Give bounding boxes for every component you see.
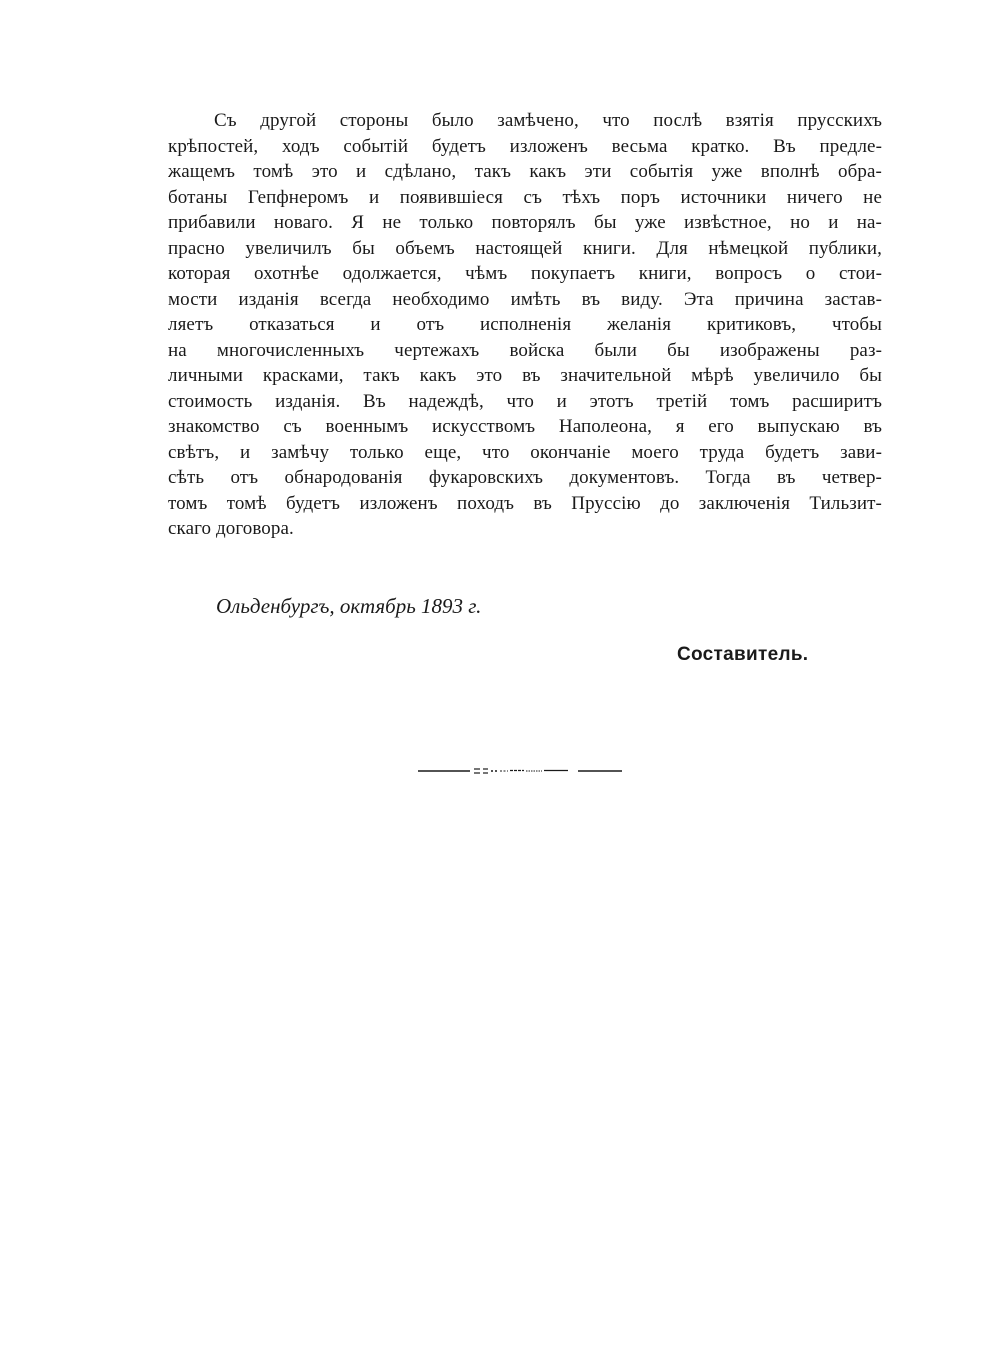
text-line: на многочисленныхъ чертежахъ войска были бы изображены раз- <box>168 339 882 361</box>
text-line: мости изданія всегда необходимо имѣть въ виду. Эта причина застав- <box>168 288 882 310</box>
divider-ornament <box>418 766 622 776</box>
text-line: знакомство съ военнымъ искусствомъ Наполеона, я его выпускаю въ <box>168 416 882 437</box>
text-line: ляетъ отказаться и отъ исполненія желанія критиковъ, чтобы <box>168 314 882 335</box>
text-line: которая охотнѣе одолжается, чѣмъ покупаетъ книги, вопросъ о стои- <box>168 263 882 284</box>
text-line: стоимость изданія. Въ надеждѣ, что и этотъ третій томъ расширитъ <box>168 390 882 412</box>
place-date: Ольденбургъ, октябрь 1893 г. <box>216 594 482 618</box>
text-line: прасно увеличилъ бы объемъ настоящей книги. Для нѣмецкой публики, <box>168 237 882 259</box>
signature: Составитель. <box>677 644 809 665</box>
text-line: Съ другой стороны было замѣчено, что послѣ взятія прусскихъ <box>214 110 882 131</box>
preface-paragraph <box>168 108 882 542</box>
text-line: свѣтъ, и замѣчу только еще, что окончаніе моего труда будетъ зави- <box>168 441 882 463</box>
text-line: томъ томѣ будетъ изложенъ походъ въ Пруссію до заключенія Тильзит- <box>168 492 882 514</box>
text-line: жащемъ томѣ это и сдѣлано, такъ какъ эти событія уже вполнѣ обра- <box>168 161 882 182</box>
text-line: прибавили новаго. Я не только повторялъ бы уже извѣстное, но и на- <box>168 212 882 233</box>
text-line: крѣпостей, ходъ событій будетъ изложенъ весьма кратко. Въ предле- <box>168 135 882 157</box>
text-line: сѣть отъ обнародованія фукаровскихъ документовъ. Тогда въ четвер- <box>168 467 882 488</box>
text-line: личными красками, такъ какъ это въ значительной мѣрѣ увеличило бы <box>168 365 882 386</box>
text-line: ботаны Гепфнеромъ и появившіеся съ тѣхъ поръ источники ничего не <box>168 186 882 208</box>
text-line: скаго договора. <box>168 518 294 539</box>
